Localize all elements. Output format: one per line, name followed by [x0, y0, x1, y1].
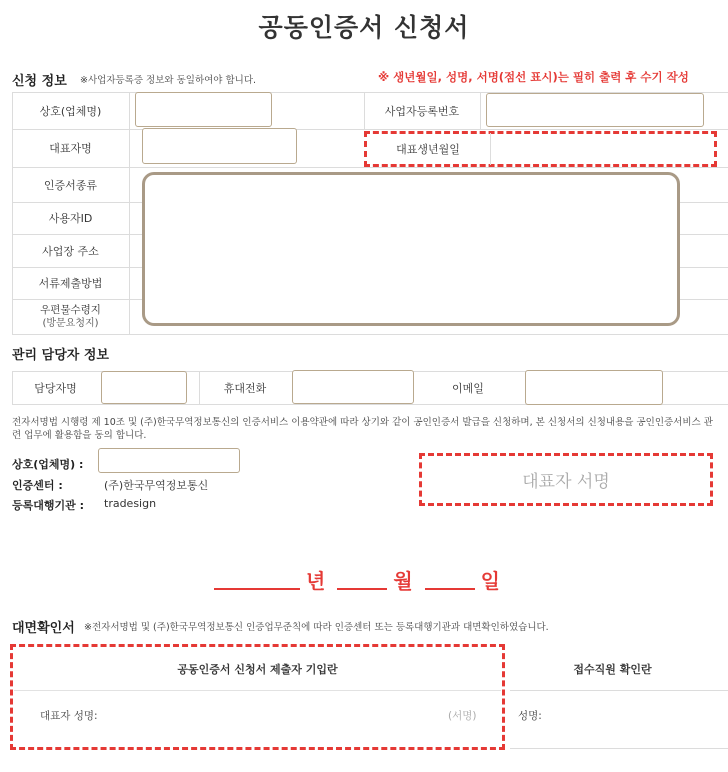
- submitter-dashed-area: [10, 644, 505, 750]
- day-label: 일: [480, 569, 500, 593]
- biz-no-input[interactable]: [486, 93, 704, 127]
- manager-email-input[interactable]: [525, 370, 663, 405]
- year-label: 년: [306, 569, 326, 593]
- consent-company-input[interactable]: [98, 448, 240, 473]
- applicant-section-note: ※사업자등록증 정보와 동일하여야 합니다.: [80, 75, 257, 86]
- table-border: [510, 690, 728, 691]
- table-border: [510, 748, 728, 749]
- year-blank[interactable]: [214, 588, 300, 590]
- label-biz-no: 사업자등록번호: [365, 93, 479, 128]
- center-label: 인증센터 :: [12, 479, 63, 492]
- applicant-section-title: 신청 정보: [12, 74, 67, 89]
- rep-name-input[interactable]: [120, 700, 440, 726]
- handwriting-notice: ※ 생년월일, 성명, 서명(점선 표시)는 필히 출력 후 수기 작성: [378, 70, 689, 84]
- ceo-birth-input[interactable]: [494, 135, 712, 163]
- agency-value: tradesign: [104, 497, 157, 510]
- ceo-signature-label: 대표자 서명: [522, 472, 610, 492]
- table-border: [12, 334, 728, 335]
- agency-label: 등록대행기관 :: [12, 499, 84, 512]
- table-border: [129, 92, 130, 334]
- label-mail-place-sub: (방문요청지): [42, 317, 99, 329]
- ceo-name-input[interactable]: [142, 128, 297, 164]
- label-ceo: 대표자명: [13, 130, 128, 166]
- ceo-signature-box[interactable]: [419, 453, 713, 506]
- manager-phone-input[interactable]: [292, 370, 414, 404]
- table-border: [490, 133, 491, 165]
- details-input-area[interactable]: [142, 172, 680, 326]
- consent-text: 전자서명법 시행령 제 10조 및 (주)한국무역정보통신의 인증서비스 이용약관에 따라 상기와 같이 공인인증서 발급을 신청하며, 본 신청서의 신청내용을 공인인증서비스 관련 업무에 활용함을 동의 합니다.: [12, 417, 713, 441]
- label-doc-method: 서류제출방법: [13, 268, 128, 298]
- manager-section-title: 관리 담당자 정보: [12, 348, 109, 363]
- label-mail-place: [13, 300, 128, 333]
- label-ceo-birth: 대표생년월일: [396, 143, 460, 156]
- label-manager-email: 이메일: [415, 372, 521, 403]
- company-input[interactable]: [135, 92, 272, 127]
- label-company: 상호(업체명): [13, 93, 128, 128]
- month-label: 월: [393, 569, 413, 593]
- staff-name-label: 성명:: [518, 710, 542, 722]
- sign-hint[interactable]: (서명): [448, 710, 477, 722]
- submitter-title: 공동인증서 신청서 제출자 기입란: [177, 663, 338, 676]
- facetoface-section-title: 대면확인서: [12, 621, 75, 636]
- label-manager-name: 담당자명: [13, 372, 98, 403]
- label-address: 사업장 주소: [13, 235, 128, 266]
- label-user-id: 사용자ID: [13, 203, 128, 233]
- page-title: 공동인증서 신청서: [258, 13, 470, 42]
- facetoface-section-note: ※전자서명법 및 (주)한국무역정보통신 인증업무준칙에 따라 인증센터 또는 등록대행기관과 대면확인하였습니다.: [84, 622, 549, 633]
- day-blank[interactable]: [425, 588, 475, 590]
- label-mail-place-main: 우편물수령지: [40, 303, 101, 316]
- manager-name-input[interactable]: [101, 371, 187, 404]
- label-manager-phone: 휴대전화: [200, 372, 290, 403]
- label-cert-type: 인증서종류: [13, 168, 128, 201]
- staff-name-input[interactable]: [556, 700, 716, 726]
- staff-title: 접수직원 확인란: [573, 663, 652, 676]
- table-border: [480, 92, 481, 129]
- center-value: (주)한국무역정보통신: [104, 479, 209, 492]
- month-blank[interactable]: [337, 588, 387, 590]
- table-border: [14, 690, 501, 691]
- consent-company-label: 상호(업체명) :: [12, 458, 84, 471]
- date-line: [214, 565, 500, 594]
- rep-name-label: 대표자 성명:: [40, 710, 98, 722]
